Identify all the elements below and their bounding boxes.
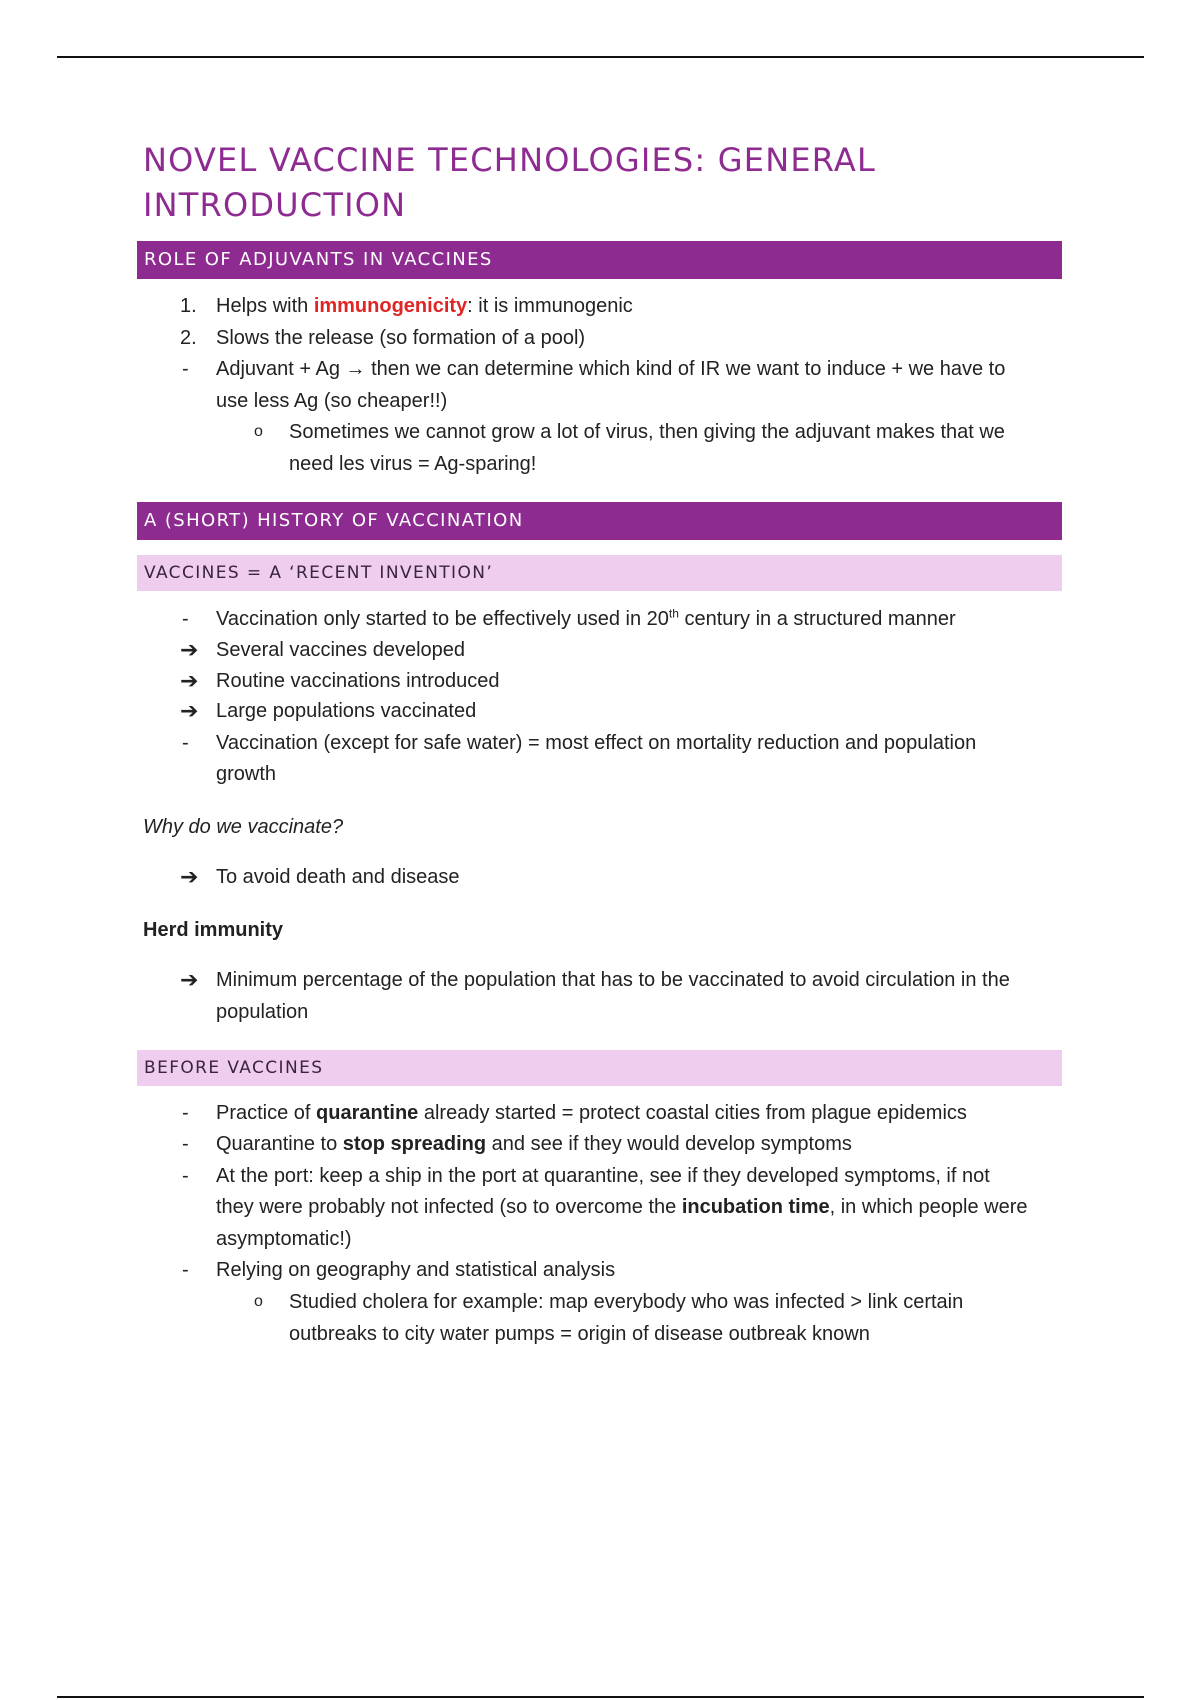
text-fragment: already started = protect coastal cities from plague epidemics xyxy=(418,1102,967,1124)
list-item-adjuvant-ag-cont: use less Ag (so cheaper!!) xyxy=(216,390,448,412)
list-number: 1. xyxy=(180,295,197,317)
text-fragment: Helps with xyxy=(216,295,314,317)
sub-item-cholera: Studied cholera for example: map everybody who was infected > link certain xyxy=(289,1291,964,1313)
list-item-large-populations: Large populations vaccinated xyxy=(216,700,477,722)
page-title-line-1: NOVEL VACCINE TECHNOLOGIES: GENERAL xyxy=(143,141,877,179)
list-item-port: At the port: keep a ship in the port at quarantine, see if they developed symptoms, if not xyxy=(216,1165,990,1187)
sub-item-ag-sparing: Sometimes we cannot grow a lot of virus, then giving the adjuvant makes that we xyxy=(289,421,1005,443)
top-rule xyxy=(57,56,1144,58)
list-item-immunogenicity xyxy=(216,290,633,322)
arrow-icon: ➔ xyxy=(180,668,199,693)
dash-bullet: - xyxy=(182,1165,189,1187)
circle-bullet: o xyxy=(254,1293,263,1310)
superscript: th xyxy=(668,606,679,621)
bottom-rule xyxy=(57,1696,1144,1698)
list-item-mortality-cont: growth xyxy=(216,763,277,785)
question-why-vaccinate: Why do we vaccinate? xyxy=(143,816,344,838)
list-item-quarantine xyxy=(216,1097,967,1129)
page-title xyxy=(143,138,1043,228)
heading-herd-immunity: Herd immunity xyxy=(143,919,284,941)
section-heading-history: A (SHORT) HISTORY OF VACCINATION xyxy=(137,502,1062,540)
list-item-geography: Relying on geography and statistical analysis xyxy=(216,1259,616,1281)
subsection-heading-recent-invention: VACCINES = A ‘RECENT INVENTION’ xyxy=(137,555,1062,591)
list-item-mortality: Vaccination (except for safe water) = most effect on mortality reduction and population xyxy=(216,732,977,754)
list-item-20th-century xyxy=(216,603,956,635)
list-number: 2. xyxy=(180,327,197,349)
bold-incubation-time: incubation time xyxy=(681,1196,830,1218)
dash-bullet: - xyxy=(182,608,189,630)
text-fragment: , in which people were xyxy=(829,1196,1028,1218)
herd-immunity-definition: Minimum percentage of the population that has to be vaccinated to avoid circulation in the xyxy=(216,969,1010,991)
sub-item-ag-sparing-cont: need les virus = Ag-sparing! xyxy=(289,453,537,475)
list-item-stop-spreading xyxy=(216,1128,852,1160)
list-item-port-cont-2: asymptomatic!) xyxy=(216,1228,352,1250)
bold-stop-spreading: stop spreading xyxy=(342,1133,487,1155)
herd-immunity-definition-cont: population xyxy=(216,1001,309,1023)
highlight-immunogenicity: immunogenicity xyxy=(313,295,468,317)
arrow-icon: ➔ xyxy=(180,864,199,889)
arrow-icon: ➔ xyxy=(180,637,199,662)
list-item-vaccines-developed: Several vaccines developed xyxy=(216,639,466,661)
text-fragment: century in a structured manner xyxy=(678,608,956,630)
text-fragment: and see if they would develop symptoms xyxy=(486,1133,852,1155)
dash-bullet: - xyxy=(182,1133,189,1155)
page-title-line-2: INTRODUCTION xyxy=(143,186,407,224)
answer-avoid-death: To avoid death and disease xyxy=(216,866,460,888)
sub-item-cholera-cont: outbreaks to city water pumps = origin of disease outbreak known xyxy=(289,1323,870,1345)
dash-bullet: - xyxy=(182,1259,189,1281)
text-fragment: : it is immunogenic xyxy=(467,295,633,317)
list-item-adjuvant-ag: Adjuvant + Ag → then we can determine which kind of IR we want to induce + we have to xyxy=(216,358,1006,380)
list-item-slow-release: Slows the release (so formation of a pool) xyxy=(216,327,586,349)
text-fragment: Practice of xyxy=(216,1102,317,1124)
text-fragment: Vaccination only started to be effectively used in 20 xyxy=(216,608,669,630)
circle-bullet: o xyxy=(254,423,263,440)
dash-bullet: - xyxy=(182,358,189,380)
text-fragment: they were probably not infected (so to overcome the xyxy=(216,1196,682,1218)
arrow-icon: ➔ xyxy=(180,967,199,992)
list-item-routine-vaccinations: Routine vaccinations introduced xyxy=(216,670,500,692)
text-fragment: Quarantine to xyxy=(216,1133,343,1155)
arrow-icon: ➔ xyxy=(180,698,199,723)
dash-bullet: - xyxy=(182,732,189,754)
dash-bullet: - xyxy=(182,1102,189,1124)
section-heading-adjuvants: ROLE OF ADJUVANTS IN VACCINES xyxy=(137,241,1062,279)
bold-quarantine: quarantine xyxy=(316,1102,419,1124)
subsection-heading-before-vaccines: BEFORE VACCINES xyxy=(137,1050,1062,1086)
list-item-port-cont xyxy=(216,1191,1028,1223)
